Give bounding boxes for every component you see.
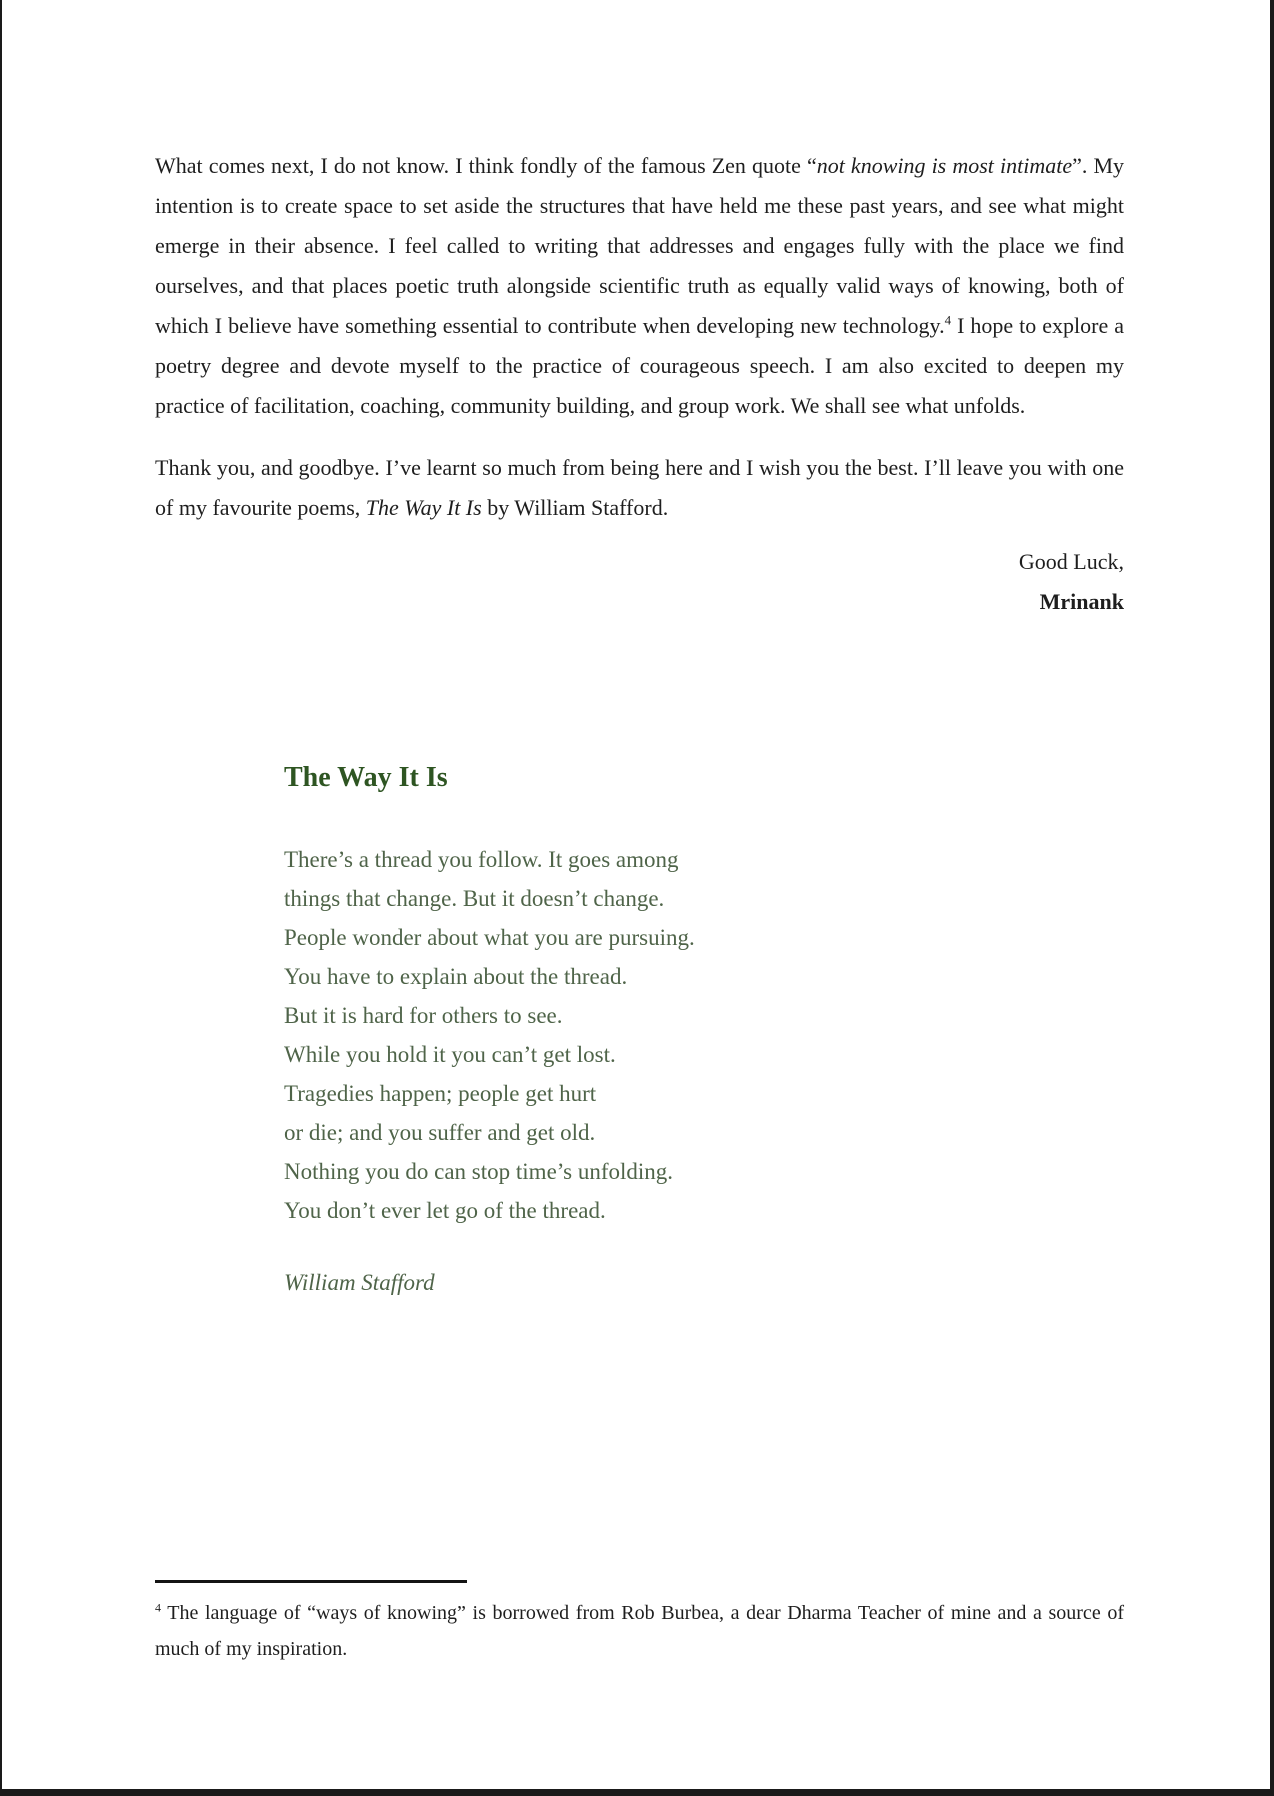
poem-title: The Way It Is	[284, 762, 448, 793]
poem-title-mention-italic: The Way It Is	[365, 495, 482, 520]
paragraph-farewell	[155, 448, 1124, 528]
poem-line: But it is hard for others to see.	[284, 1003, 563, 1028]
signoff-text: Good Luck,	[1018, 549, 1124, 574]
poem-body	[284, 840, 1124, 1230]
poem-line: You have to explain about the thread.	[284, 964, 628, 989]
zen-quote-italic: not knowing is most intimate	[816, 153, 1073, 178]
poem-line: There’s a thread you follow. It goes among	[284, 847, 679, 872]
poem-author: William Stafford	[284, 1270, 435, 1295]
footnote-block	[155, 1580, 1124, 1667]
signature-name: Mrinank	[1039, 589, 1124, 614]
paragraph-text: ”. My intention is to create space to set aside the structures that have held me these past years, and see what might emerge in their absence. I feel called to writing that addresses and engages fully with the place we find ourselves, and that places poetic truth alongside scientific truth as equally valid ways of knowing, both of which I believe have something essential to contribute when developing new technology.	[155, 153, 1125, 338]
poem-line: Nothing you do can stop time’s unfolding.	[284, 1159, 674, 1184]
footnote-reference-marker: 4	[944, 312, 952, 328]
paragraph-text: by William Stafford.	[481, 495, 669, 520]
poem-line: People wonder about what you are pursuing.	[284, 925, 695, 950]
footnote	[155, 1595, 1124, 1667]
paragraph-text: I hope to explore a poetry degree and devote myself to the practice of courageous speech. I am also excited to deepen my practice of facilitation, coaching, community building, and group work. We shall see what unfolds.	[155, 313, 1125, 418]
footnote-divider	[155, 1580, 467, 1583]
paragraph-future-plans	[155, 146, 1124, 426]
poem-line: things that change. But it doesn’t change.	[284, 886, 665, 911]
poem-line: Tragedies happen; people get hurt	[284, 1081, 597, 1106]
footnote-marker: 4	[155, 1600, 161, 1615]
footnote-text: The language of “ways of knowing” is borrowed from Rob Burbea, a dear Dharma Teacher of mine and a source of much of my inspiration.	[155, 1602, 1124, 1660]
paragraph-text: What comes next, I do not know. I think fondly of the famous Zen quote “	[155, 153, 817, 178]
poem-line: You don’t ever let go of the thread.	[284, 1198, 606, 1223]
letter-body	[155, 0, 1124, 1302]
poem-section	[284, 758, 1124, 1302]
signoff-block	[155, 542, 1124, 622]
paragraph-text: Thank you, and goodbye. I’ve learnt so much from being here and I wish you the best. I’ll leave you with one of my favourite poems,	[155, 455, 1124, 520]
poem-line: While you hold it you can’t get lost.	[284, 1042, 616, 1067]
poem-line: or die; and you suffer and get old.	[284, 1120, 596, 1145]
